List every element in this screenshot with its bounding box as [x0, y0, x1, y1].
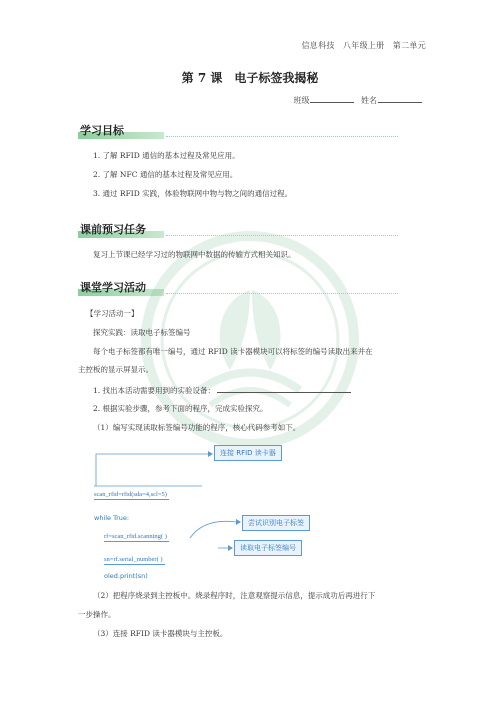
- name-label: 姓名: [361, 96, 377, 105]
- section-divider: [166, 136, 398, 137]
- name-blank[interactable]: [378, 94, 422, 103]
- lesson-title: 第 7 课 电子标签我揭秘: [181, 71, 319, 85]
- activity-subtitle: 探究实践：读取电子标签编号: [93, 328, 191, 337]
- step-2: 2. 根据实验步骤，参考下面的程序，完成实验探究。: [93, 404, 268, 413]
- section-title: 学习目标: [80, 124, 124, 137]
- tag-read-serial: 读取电子标签编号: [234, 540, 302, 556]
- section-header-goals: [78, 122, 398, 138]
- paragraph-line: （2）把程序烧录到主控板中。烧录程序时，注意观察提示信息，提示成功后再进行下: [93, 591, 376, 600]
- section-title: 课堂学习活动: [80, 281, 146, 294]
- goal-item: 3. 通过 RFID 实践，体验物联网中物与物之间的通信过程。: [93, 189, 293, 198]
- paragraph-line: 一步操作。: [78, 610, 116, 619]
- code-figure: [94, 444, 324, 584]
- code-line: sn=rf.serial_number( ): [104, 556, 163, 563]
- class-name-line: [293, 94, 426, 106]
- equipment-answer-blank[interactable]: [217, 384, 351, 393]
- section-title: 课前预习任务: [80, 223, 146, 236]
- class-blank[interactable]: [310, 94, 354, 103]
- section-divider: [166, 235, 398, 236]
- step-1-text: 1. 找出本活动需要用到的实验设备：: [93, 386, 216, 395]
- sub-step-3: （3）连接 RFID 读卡器模块与主控板。: [93, 629, 228, 638]
- tag-connect-rfid: 连接 RFID 读卡器: [214, 445, 282, 461]
- tag-try-recognize: 尝试识别电子标签: [242, 515, 310, 531]
- step-1: [93, 384, 351, 397]
- code-line: oled.print(sn): [104, 572, 148, 580]
- watermark-logo: [140, 230, 360, 450]
- code-line: while True:: [94, 514, 130, 522]
- running-head: 信息科技 八年级上册 第二单元: [301, 41, 426, 50]
- code-line: rf=scan_rfid.scanning( ): [104, 533, 167, 540]
- code-line: scan_rfid=rfid(sda=4,scl=5): [94, 491, 167, 498]
- sub-step-1: （1）编写实现读取标签编号功能的程序，核心代码参考如下。: [93, 423, 301, 432]
- section-header-activities: [78, 279, 398, 295]
- goal-item: 2. 了解 NFC 通信的基本过程及常见应用。: [93, 170, 238, 179]
- section-header-preview: [78, 221, 398, 237]
- paragraph-line: 每个电子标签都有唯一编号，通过 RFID 读卡器模块可以将标签的编号读取出来并在: [93, 347, 373, 356]
- goal-item: 1. 了解 RFID 通信的基本过程及常见应用。: [93, 151, 240, 160]
- activity-label: 【学习活动一】: [86, 309, 139, 318]
- class-label: 班级: [293, 96, 310, 105]
- paragraph-line: 主控板的显示屏显示。: [78, 365, 153, 374]
- preview-text: 复习上节课已经学习过的物联网中数据的传输方式相关知识。: [93, 250, 296, 259]
- section-divider: [166, 293, 398, 294]
